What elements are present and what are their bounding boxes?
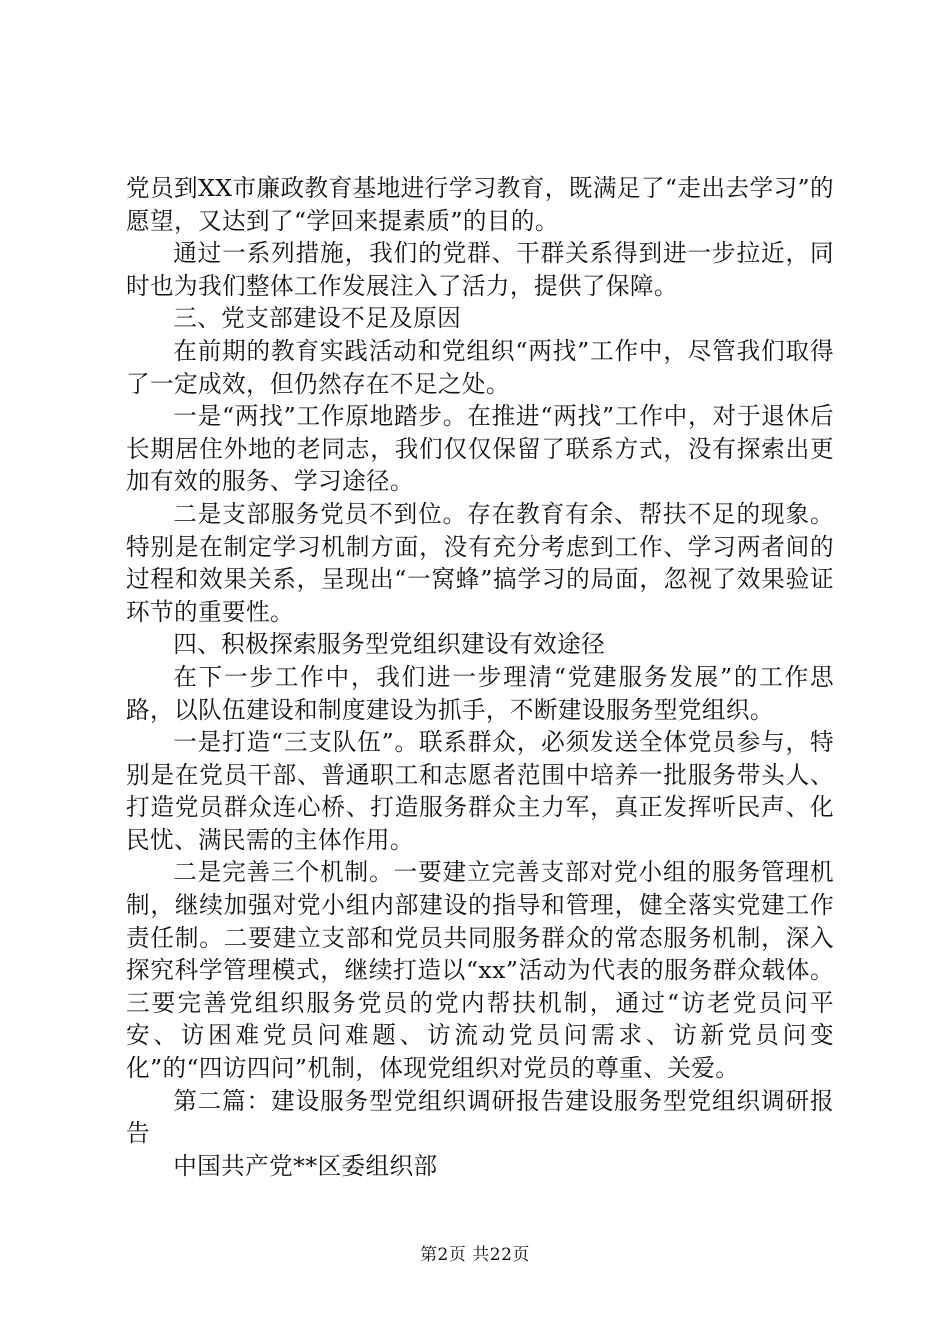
chapter-heading: 第二篇：建设服务型党组织调研报告建设服务型党组织调研报告 [126,1086,834,1148]
paragraph: 在前期的教育实践活动和党组织“两找”工作中，尽管我们取得了一定成效，但仍然存在不足之处。 [126,336,834,398]
page-number-footer: 第2页 共22页 [420,1245,530,1265]
paragraph: 二是完善三个机制。一要建立完善支部对党小组的服务管理机制，继续加强对党小组内部建设的指导和管理，健全落实党建工作责任制。二要建立支部和党员共同服务群众的常态服务机制，深入探究科学管理模式，继续打造以“xx”活动为代表的服务群众载体。三要完善党组织服务党员的党内帮扶机制，通过“访老党员问平安、访困难党员问难题、访流动党员问需求、访新党员问变化”的“四访四问”机制，体现党组织对党员的尊重、关爱。 [126,858,834,1083]
paragraph: 通过一系列措施，我们的党群、干群关系得到进一步拉近，同时也为我们整体工作发展注入了活力，提供了保障。 [126,239,834,300]
paragraph: 二是支部服务党员不到位。存在教育有余、帮扶不足的现象。特别是在制定学习机制方面，没有充分考虑到工作、学习两者间的过程和效果关系，呈现出“一窝蜂”搞学习的局面，忽视了效果验证环节的重要性。 [126,499,834,626]
document-body [126,172,834,1182]
section-heading: 三、党支部建设不足及原因 [173,304,462,333]
paragraph-continuation: 党员到XX市廉政教育基地进行学习教育，既满足了“走出去学习”的愿望，又达到了“学回来提素质”的目的。 [126,174,834,235]
section-heading: 四、积极探索服务型党组织建设有效途径 [173,630,606,659]
paragraph: 在下一步工作中，我们进一步理清“党建服务发展”的工作思路，以队伍建设和制度建设为抓手，不断建设服务型党组织。 [126,662,834,724]
paragraph: 一是“两找”工作原地踏步。在推进“两找”工作中，对于退休后长期居住外地的老同志，我们仅仅保留了联系方式，没有探索出更加有效的服务、学习途径。 [126,402,834,496]
author-line: 中国共产党**区委组织部 [173,1151,438,1180]
paragraph: 一是打造“三支队伍”。联系群众，必须发送全体党员参与，特别是在党员干部、普通职工和志愿者范围中培养一批服务带头人、打造党员群众连心桥、打造服务群众主力军，真正发挥听民声、化民忧、满民需的主体作用。 [126,728,834,854]
